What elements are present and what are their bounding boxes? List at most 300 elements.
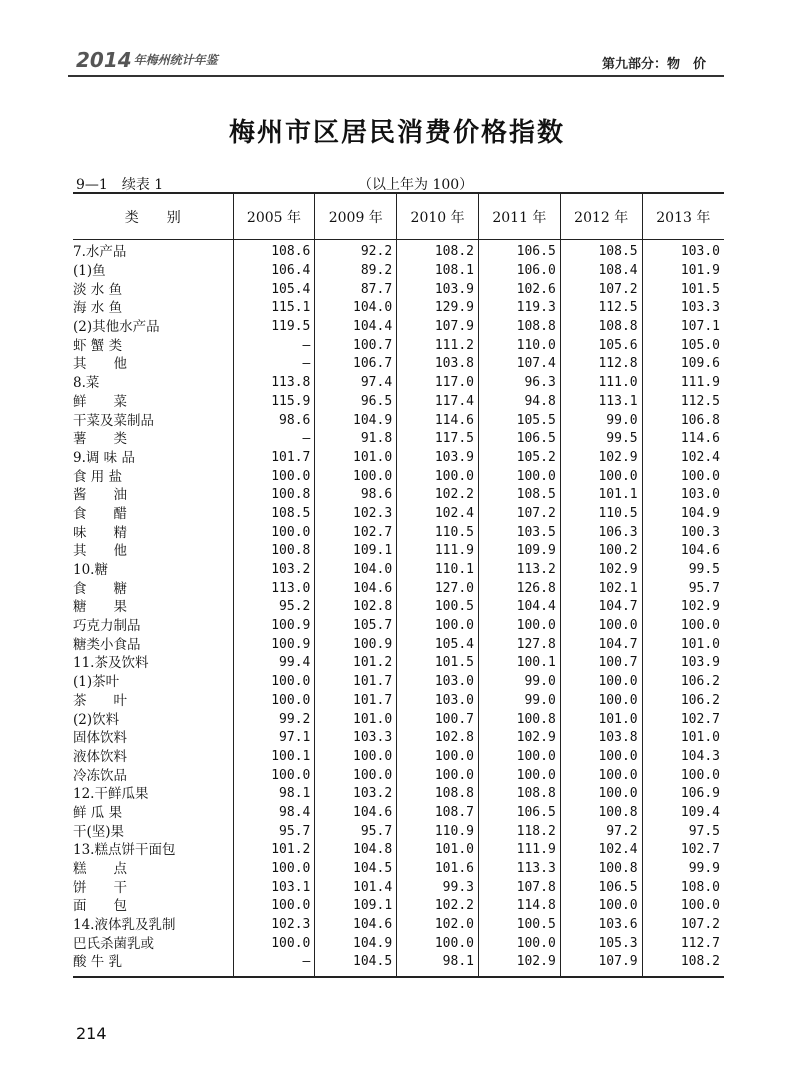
- row-category: 食 糖: [73, 580, 127, 597]
- row-category: 薯 类: [73, 431, 127, 448]
- column-header-year: 2010 年: [397, 193, 479, 240]
- table-row: [73, 505, 724, 524]
- row-category: (2)饮料: [73, 711, 120, 728]
- table-cell: 108.8: [478, 318, 560, 337]
- table-cell: 107.8: [478, 878, 560, 897]
- table-cell: 114.6: [642, 430, 724, 449]
- table-cell: 108.8: [560, 318, 642, 337]
- table-cell: 102.9: [642, 598, 724, 617]
- table-cell: 113.8: [233, 374, 315, 393]
- table-cell: 102.2: [397, 486, 479, 505]
- row-category: 液体饮料: [73, 748, 127, 765]
- table-cell: 108.2: [397, 240, 479, 262]
- table-cell: 99.0: [478, 692, 560, 711]
- table-cell: 107.1: [642, 318, 724, 337]
- table-cell: 102.4: [397, 505, 479, 524]
- table-cell: 107.2: [478, 505, 560, 524]
- table-row: [73, 262, 724, 281]
- table-cell: 106.2: [642, 692, 724, 711]
- table-cell: 106.5: [560, 878, 642, 897]
- table-row: [73, 280, 724, 299]
- table-cell: 97.4: [315, 374, 397, 393]
- table-cell: 100.8: [478, 710, 560, 729]
- table-cell: 110.1: [397, 561, 479, 580]
- table-cell: 100.0: [397, 467, 479, 486]
- table-cell: 95.7: [315, 822, 397, 841]
- table-cell: 100.0: [478, 617, 560, 636]
- row-category: 鲜 瓜 果: [73, 804, 123, 821]
- table-cell: 111.9: [397, 542, 479, 561]
- table-cell: 107.4: [478, 355, 560, 374]
- table-cell: 102.2: [397, 897, 479, 916]
- table-row: [73, 430, 724, 449]
- table-cell: 104.0: [315, 299, 397, 318]
- table-cell: 107.9: [560, 953, 642, 977]
- table-cell: 101.0: [397, 841, 479, 860]
- table-cell: 108.4: [560, 262, 642, 281]
- table-row: [73, 374, 724, 393]
- table-cell: 107.2: [642, 916, 724, 935]
- table-cell: 101.0: [642, 729, 724, 748]
- table-cell: 108.5: [478, 486, 560, 505]
- row-category: 巴氏杀菌乳或: [73, 935, 154, 952]
- table-cell: 109.1: [315, 897, 397, 916]
- table-cell: 104.7: [560, 598, 642, 617]
- table-row: [73, 635, 724, 654]
- table-cell: 103.8: [397, 355, 479, 374]
- table-cell: 102.8: [315, 598, 397, 617]
- row-category: 食 用 盐: [73, 468, 123, 485]
- table-cell: —: [233, 953, 315, 977]
- row-category: 酱 油: [73, 487, 127, 504]
- table-cell: 108.8: [478, 785, 560, 804]
- row-category: 味 精: [73, 524, 127, 541]
- table-row: [73, 654, 724, 673]
- table-cell: 100.0: [478, 934, 560, 953]
- table-cell: 103.9: [397, 449, 479, 468]
- table-cell: 100.0: [560, 617, 642, 636]
- table-row: [73, 785, 724, 804]
- table-cell: 101.2: [233, 841, 315, 860]
- table-cell: 101.5: [642, 280, 724, 299]
- table-cell: 106.9: [642, 785, 724, 804]
- table-cell: 100.3: [642, 523, 724, 542]
- table-cell: 104.9: [642, 505, 724, 524]
- table-cell: 103.9: [397, 280, 479, 299]
- table-cell: 100.0: [478, 748, 560, 767]
- table-cell: 100.0: [315, 467, 397, 486]
- table-cell: 107.2: [560, 280, 642, 299]
- table-cell: 127.8: [478, 635, 560, 654]
- table-cell: 111.9: [642, 374, 724, 393]
- table-cell: 100.0: [478, 467, 560, 486]
- table-cell: 105.4: [397, 635, 479, 654]
- table-cell: 104.6: [315, 804, 397, 823]
- table-cell: 105.4: [233, 280, 315, 299]
- table-cell: 108.7: [397, 804, 479, 823]
- row-category: 其 他: [73, 543, 127, 560]
- table-row: [73, 729, 724, 748]
- table-row: [73, 617, 724, 636]
- table-cell: 100.8: [560, 860, 642, 879]
- table-note: （以上年为 100）: [358, 177, 474, 193]
- section-title: 第九部分：物 价: [602, 57, 707, 72]
- table-cell: 102.9: [478, 729, 560, 748]
- row-category: 茶 叶: [73, 692, 127, 709]
- table-cell: 106.5: [478, 240, 560, 262]
- table-cell: 102.4: [560, 841, 642, 860]
- table-cell: 105.2: [478, 449, 560, 468]
- row-category: 巧克力制品: [73, 618, 141, 635]
- table-cell: 119.3: [478, 299, 560, 318]
- table-cell: 108.2: [642, 953, 724, 977]
- table-cell: 104.5: [315, 860, 397, 879]
- table-cell: 117.0: [397, 374, 479, 393]
- table-cell: 100.0: [642, 766, 724, 785]
- table-cell: 100.8: [560, 804, 642, 823]
- table-cell: 104.7: [560, 635, 642, 654]
- table-cell: 104.6: [642, 542, 724, 561]
- table-cell: 113.1: [560, 393, 642, 412]
- row-category: 鲜 菜: [73, 393, 127, 410]
- table-cell: 100.0: [233, 897, 315, 916]
- table-cell: 99.2: [233, 710, 315, 729]
- table-cell: 103.0: [397, 692, 479, 711]
- table-cell: 110.0: [478, 336, 560, 355]
- table-cell: 115.9: [233, 393, 315, 412]
- row-category: 面 包: [73, 898, 127, 915]
- table-row: [73, 822, 724, 841]
- table-cell: 100.0: [560, 467, 642, 486]
- row-category: (2)其他水产品: [73, 319, 160, 336]
- table-cell: 101.9: [642, 262, 724, 281]
- table-cell: 104.8: [315, 841, 397, 860]
- table-cell: 108.5: [560, 240, 642, 262]
- table-row: [73, 561, 724, 580]
- table-cell: 100.0: [560, 748, 642, 767]
- table-cell: 99.4: [233, 654, 315, 673]
- table-cell: 100.7: [560, 654, 642, 673]
- table-cell: 100.0: [233, 860, 315, 879]
- row-category: 11.茶及饮料: [73, 655, 149, 672]
- row-category: 干菜及菜制品: [73, 412, 154, 429]
- column-header-category: 类 别: [73, 193, 233, 240]
- table-cell: 108.6: [233, 240, 315, 262]
- table-cell: 119.5: [233, 318, 315, 337]
- table-cell: 108.5: [233, 505, 315, 524]
- table-row: [73, 916, 724, 935]
- table-cell: 106.3: [560, 523, 642, 542]
- row-category: (1)鱼: [73, 263, 106, 280]
- table-body: [73, 240, 724, 977]
- table-cell: 113.3: [478, 860, 560, 879]
- table-cell: 98.4: [233, 804, 315, 823]
- table-cell: 105.5: [478, 411, 560, 430]
- table-cell: 100.0: [478, 766, 560, 785]
- table-cell: 104.6: [315, 916, 397, 935]
- table-cell: 98.1: [397, 953, 479, 977]
- table-row: [73, 766, 724, 785]
- table-cell: 100.8: [233, 542, 315, 561]
- table-cell: 102.8: [397, 729, 479, 748]
- table-cell: 106.5: [478, 430, 560, 449]
- table-cell: 104.4: [478, 598, 560, 617]
- table-cell: 110.5: [397, 523, 479, 542]
- table-cell: 113.2: [478, 561, 560, 580]
- table-cell: 108.8: [397, 785, 479, 804]
- row-category: 固体饮料: [73, 730, 127, 747]
- table-cell: 104.5: [315, 953, 397, 977]
- table-row: [73, 542, 724, 561]
- table-cell: 103.2: [315, 785, 397, 804]
- table-cell: 89.2: [315, 262, 397, 281]
- table-cell: 104.0: [315, 561, 397, 580]
- row-category: 其 他: [73, 356, 127, 373]
- table-cell: 99.3: [397, 878, 479, 897]
- table-cell: 102.7: [642, 841, 724, 860]
- table-cell: 112.5: [560, 299, 642, 318]
- table-cell: 117.5: [397, 430, 479, 449]
- table-cell: 101.0: [315, 449, 397, 468]
- table-cell: 101.2: [315, 654, 397, 673]
- table-cell: 102.7: [315, 523, 397, 542]
- table-cell: 92.2: [315, 240, 397, 262]
- table-cell: 103.3: [315, 729, 397, 748]
- table-cell: 100.0: [642, 617, 724, 636]
- row-category: 7.水产品: [73, 244, 127, 261]
- table-cell: 98.6: [233, 411, 315, 430]
- table-cell: 100.0: [233, 766, 315, 785]
- table-cell: 109.9: [478, 542, 560, 561]
- table-row: [73, 897, 724, 916]
- row-category: 虾 蟹 类: [73, 337, 123, 354]
- table-cell: 100.5: [478, 916, 560, 935]
- table-row: [73, 240, 724, 262]
- table-row: [73, 449, 724, 468]
- table-cell: 103.0: [642, 486, 724, 505]
- table-cell: 101.0: [642, 635, 724, 654]
- table-cell: 100.0: [560, 766, 642, 785]
- table-row: [73, 393, 724, 412]
- table-cell: 91.8: [315, 430, 397, 449]
- table-cell: 96.5: [315, 393, 397, 412]
- table-cell: 99.0: [560, 411, 642, 430]
- column-header-year: 2005 年: [233, 193, 315, 240]
- table-cell: 100.0: [233, 934, 315, 953]
- table-cell: 99.0: [478, 673, 560, 692]
- table-cell: 110.9: [397, 822, 479, 841]
- table-cell: 106.8: [642, 411, 724, 430]
- table-cell: 129.9: [397, 299, 479, 318]
- table-cell: 100.0: [397, 617, 479, 636]
- table-row: [73, 486, 724, 505]
- column-header-year: 2013 年: [642, 193, 724, 240]
- table-row: [73, 748, 724, 767]
- table-row: [73, 804, 724, 823]
- table-cell: 104.4: [315, 318, 397, 337]
- row-category: 8.菜: [73, 375, 100, 392]
- page-title: 梅州市区居民消费价格指数: [228, 118, 565, 148]
- table-cell: 101.0: [315, 710, 397, 729]
- table-row: [73, 841, 724, 860]
- table-cell: 100.9: [233, 617, 315, 636]
- table-cell: 103.6: [560, 916, 642, 935]
- table-cell: 105.7: [315, 617, 397, 636]
- table-cell: 114.8: [478, 897, 560, 916]
- table-cell: 111.2: [397, 336, 479, 355]
- table-cell: 100.9: [315, 635, 397, 654]
- table-cell: 103.5: [478, 523, 560, 542]
- table-cell: 100.0: [233, 523, 315, 542]
- row-category: 干(坚)果: [73, 823, 125, 840]
- table-cell: 102.7: [642, 710, 724, 729]
- table-cell: 103.3: [642, 299, 724, 318]
- table-row: [73, 878, 724, 897]
- table-cell: 106.7: [315, 355, 397, 374]
- table-cell: 100.0: [560, 692, 642, 711]
- table-cell: —: [233, 355, 315, 374]
- table-cell: 101.0: [560, 710, 642, 729]
- table-cell: 100.0: [233, 692, 315, 711]
- table-row: [73, 523, 724, 542]
- price-index-table: [73, 192, 724, 978]
- book-title-text: 年梅州统计年鉴: [133, 53, 218, 67]
- row-category: 糖类小食品: [73, 636, 141, 653]
- table-cell: 100.0: [560, 785, 642, 804]
- table-cell: 100.1: [233, 748, 315, 767]
- table-header-row: [73, 193, 724, 240]
- table-cell: 100.7: [397, 710, 479, 729]
- table-cell: 127.0: [397, 579, 479, 598]
- table-row: [73, 598, 724, 617]
- table-cell: 102.3: [233, 916, 315, 935]
- table-cell: 97.2: [560, 822, 642, 841]
- table-cell: 100.0: [315, 748, 397, 767]
- table-cell: 98.6: [315, 486, 397, 505]
- table-cell: 102.6: [478, 280, 560, 299]
- table-cell: 100.0: [233, 467, 315, 486]
- table-cell: 100.0: [642, 897, 724, 916]
- table-cell: 100.9: [233, 635, 315, 654]
- table-cell: 103.9: [642, 654, 724, 673]
- table-cell: 102.9: [560, 561, 642, 580]
- row-category: 14.液体乳及乳制: [73, 917, 176, 934]
- table-cell: 102.1: [560, 579, 642, 598]
- row-category: (1)茶叶: [73, 674, 120, 691]
- table-cell: 100.0: [397, 766, 479, 785]
- table-cell: 103.0: [397, 673, 479, 692]
- table-cell: 105.3: [560, 934, 642, 953]
- table-cell: 105.0: [642, 336, 724, 355]
- table-cell: —: [233, 430, 315, 449]
- header-rule: [68, 75, 724, 77]
- table-cell: 104.9: [315, 934, 397, 953]
- table-cell: 102.9: [560, 449, 642, 468]
- table-cell: 101.6: [397, 860, 479, 879]
- table-cell: 104.9: [315, 411, 397, 430]
- table-cell: 118.2: [478, 822, 560, 841]
- table-cell: 102.3: [315, 505, 397, 524]
- table-cell: 100.2: [560, 542, 642, 561]
- table-cell: 109.4: [642, 804, 724, 823]
- table-cell: 101.7: [233, 449, 315, 468]
- table-cell: 115.1: [233, 299, 315, 318]
- table-row: [73, 934, 724, 953]
- column-header-year: 2012 年: [560, 193, 642, 240]
- table-cell: 101.4: [315, 878, 397, 897]
- table-cell: 106.0: [478, 262, 560, 281]
- table-cell: 99.5: [560, 430, 642, 449]
- table-cell: 109.1: [315, 542, 397, 561]
- table-cell: 96.3: [478, 374, 560, 393]
- table-cell: 100.5: [397, 598, 479, 617]
- table-cell: 101.7: [315, 692, 397, 711]
- row-category: 糖 果: [73, 599, 127, 616]
- table-cell: 103.1: [233, 878, 315, 897]
- table-cell: 100.7: [315, 336, 397, 355]
- table-cell: 103.2: [233, 561, 315, 580]
- table-cell: 104.3: [642, 748, 724, 767]
- table-cell: 100.0: [315, 766, 397, 785]
- table-cell: 103.8: [560, 729, 642, 748]
- row-category: 糕 点: [73, 861, 127, 878]
- row-category: 酸 牛 乳: [73, 953, 233, 977]
- table-cell: 110.5: [560, 505, 642, 524]
- table-cell: 100.0: [233, 673, 315, 692]
- table-cell: 109.6: [642, 355, 724, 374]
- table-cell: 98.1: [233, 785, 315, 804]
- row-category: 13.糕点饼干面包: [73, 842, 176, 859]
- table-cell: 112.5: [642, 393, 724, 412]
- table-cell: 108.0: [642, 878, 724, 897]
- column-header-year: 2009 年: [315, 193, 397, 240]
- row-category: 海 水 鱼: [73, 300, 123, 317]
- table-cell: 113.0: [233, 579, 315, 598]
- table-row: [73, 953, 724, 977]
- table-cell: 108.1: [397, 262, 479, 281]
- table-cell: 95.7: [233, 822, 315, 841]
- table-cell: 100.0: [397, 934, 479, 953]
- table-row: [73, 710, 724, 729]
- table-cell: 97.5: [642, 822, 724, 841]
- table-cell: 97.1: [233, 729, 315, 748]
- table-cell: 107.9: [397, 318, 479, 337]
- table-cell: 102.9: [478, 953, 560, 977]
- column-header-year: 2011 年: [478, 193, 560, 240]
- table-cell: 100.0: [560, 673, 642, 692]
- table-cell: 106.2: [642, 673, 724, 692]
- table-cell: 99.5: [642, 561, 724, 580]
- table-cell: 114.6: [397, 411, 479, 430]
- table-cell: 87.7: [315, 280, 397, 299]
- table-row: [73, 860, 724, 879]
- table-cell: 111.0: [560, 374, 642, 393]
- table-cell: 112.8: [560, 355, 642, 374]
- table-row: [73, 336, 724, 355]
- table-id: 9—1 续表 1: [76, 177, 164, 193]
- table-cell: 106.4: [233, 262, 315, 281]
- table-cell: 100.1: [478, 654, 560, 673]
- table-cell: 101.1: [560, 486, 642, 505]
- table-cell: 100.0: [397, 748, 479, 767]
- table-cell: 126.8: [478, 579, 560, 598]
- table-row: [73, 318, 724, 337]
- table-cell: 100.0: [560, 897, 642, 916]
- table-cell: 101.5: [397, 654, 479, 673]
- table-cell: 100.8: [233, 486, 315, 505]
- table-cell: 112.7: [642, 934, 724, 953]
- table-cell: —: [233, 336, 315, 355]
